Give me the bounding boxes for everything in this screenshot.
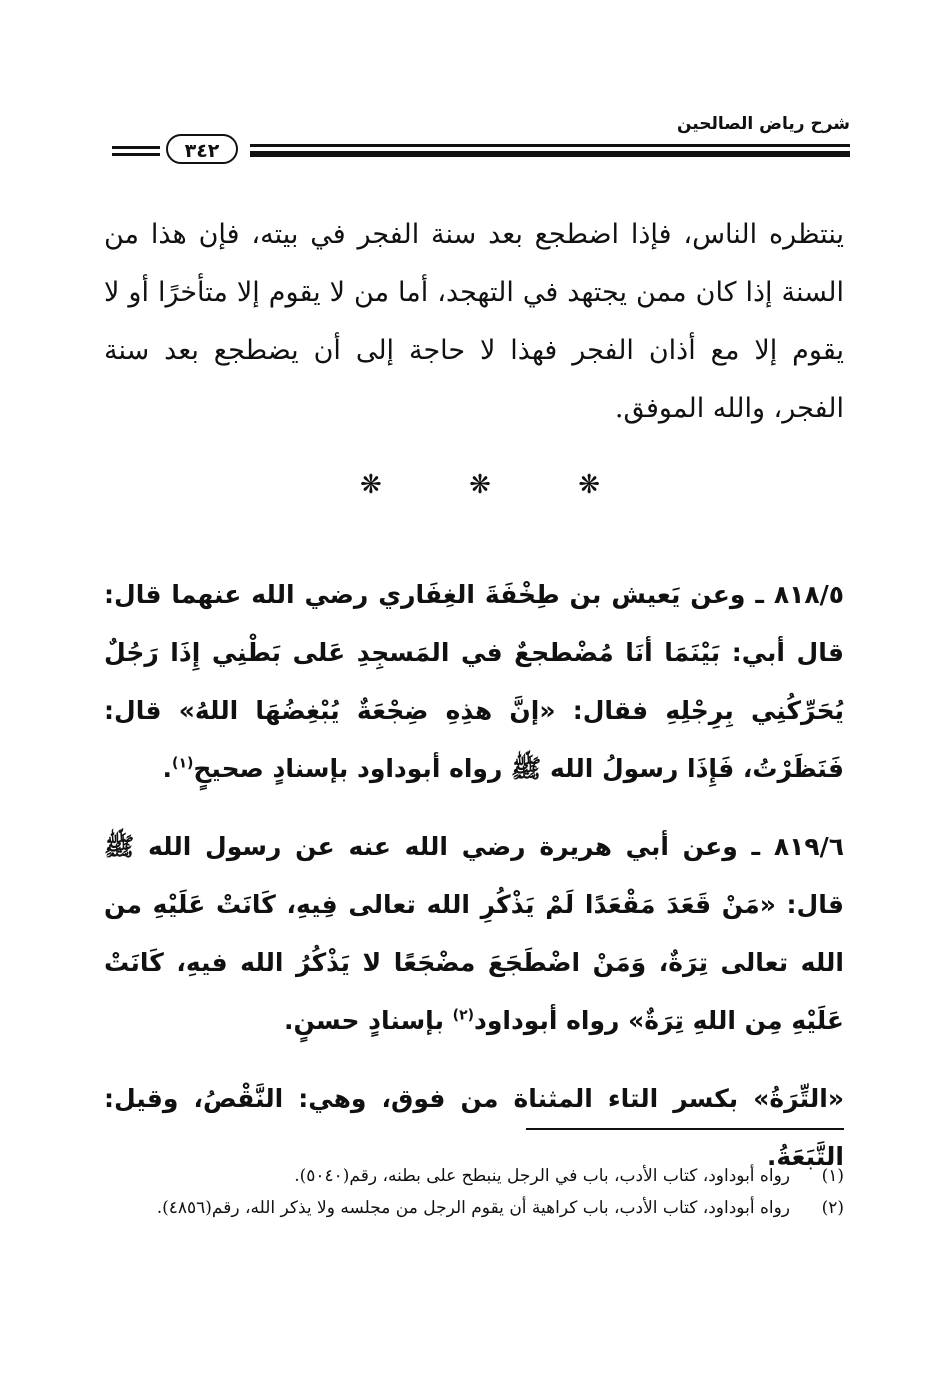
page-header: [112, 110, 850, 170]
section-separator: [360, 470, 600, 500]
header-rule-thick: [250, 151, 850, 157]
star-ornament-icon: ❋: [469, 470, 491, 500]
footnote-item: [104, 1160, 844, 1192]
hadith-818: [104, 566, 844, 798]
footnote-item: [104, 1192, 844, 1224]
star-ornament-icon: ❋: [360, 470, 382, 500]
header-rule-left-bottom: [112, 153, 160, 156]
footnote-number: (٢): [821, 1198, 844, 1218]
footnotes: [104, 1160, 844, 1224]
running-title: شرح رياض الصالحين: [676, 114, 850, 134]
intro-paragraph: ينتظره الناس، فإذا اضطجع بعد سنة الفجر في بيته، فإن هذا من السنة إذا كان ممن يجتهد في التهجد، أما من لا يقوم إلا متأخرًا أو لا يقوم إلا مع أذان الفجر فهذا لا حاجة إلى أن يضطجع بعد سنة الفجر، والله الموفق.: [104, 219, 844, 424]
hadith-819-text-end: بإسنادٍ حسنٍ.: [284, 1006, 453, 1035]
footnote-text: رواه أبوداود، كتاب الأدب، باب كراهية أن يقوم الرجل من مجلسه ولا يذكر الله، رقم(٤٨٥٦).: [156, 1198, 790, 1218]
header-rule-left-top: [112, 146, 160, 149]
star-ornament-icon: ❋: [578, 470, 600, 500]
footnote-ref-1[interactable]: (١): [172, 755, 194, 772]
page-number-badge: ٣٤٢: [166, 134, 238, 164]
hadith-819-text: ٨١٩/٦ ـ وعن أبي هريرة رضي الله عنه عن رسول الله ﷺ قال: «مَنْ قَعَدَ مَقْعَدًا لَمْ يَذْكُرِ الله تعالى فِيهِ، كَانَتْ عَلَيْهِ من الله تعالى تِرَةٌ، وَمَنْ اضْطَجَعَ مضْجَعًا لا يَذْكُرُ الله فيهِ، كَانَتْ عَلَيْهِ مِن اللهِ تِرَةٌ» رواه أبوداود: [104, 832, 844, 1035]
gloss-paragraph: «التِّرَةُ» بكسر التاء المثناة من فوق، وهي: النَّقْصُ، وقيل: التَّبَعَةُ.: [104, 1084, 844, 1171]
hadith-818-end: .: [162, 754, 173, 783]
hadith-819: [104, 818, 844, 1050]
footnote-ref-2[interactable]: (٢): [452, 1007, 475, 1024]
footnote-separator: [526, 1128, 844, 1130]
header-rule-thin: [250, 144, 850, 147]
hadith-818-text: ٨١٨/٥ ـ وعن يَعيش بن طِخْفَةَ الغِفَاري رضي الله عنهما قال: قال أبي: بَيْنَمَا أنَا مُضْطجعٌ في المَسجِدِ عَلى بَطْنِي إِذَا رَجُلٌ يُحَرِّكُنِي بِرِجْلِهِ فقال: «إنَّ هذِهِ ضِجْعَةٌ يُبْغِضُهَا اللهُ» قال: فَنَظَرْتُ، فَإِذَا رسولُ الله ﷺ رواه أبوداود بإسنادٍ صحيحٍ: [104, 580, 844, 783]
footnote-text: رواه أبوداود، كتاب الأدب، باب في الرجل ينبطح على بطنه، رقم(٥٠٤٠).: [294, 1166, 790, 1186]
footnote-number: (١): [821, 1166, 844, 1186]
